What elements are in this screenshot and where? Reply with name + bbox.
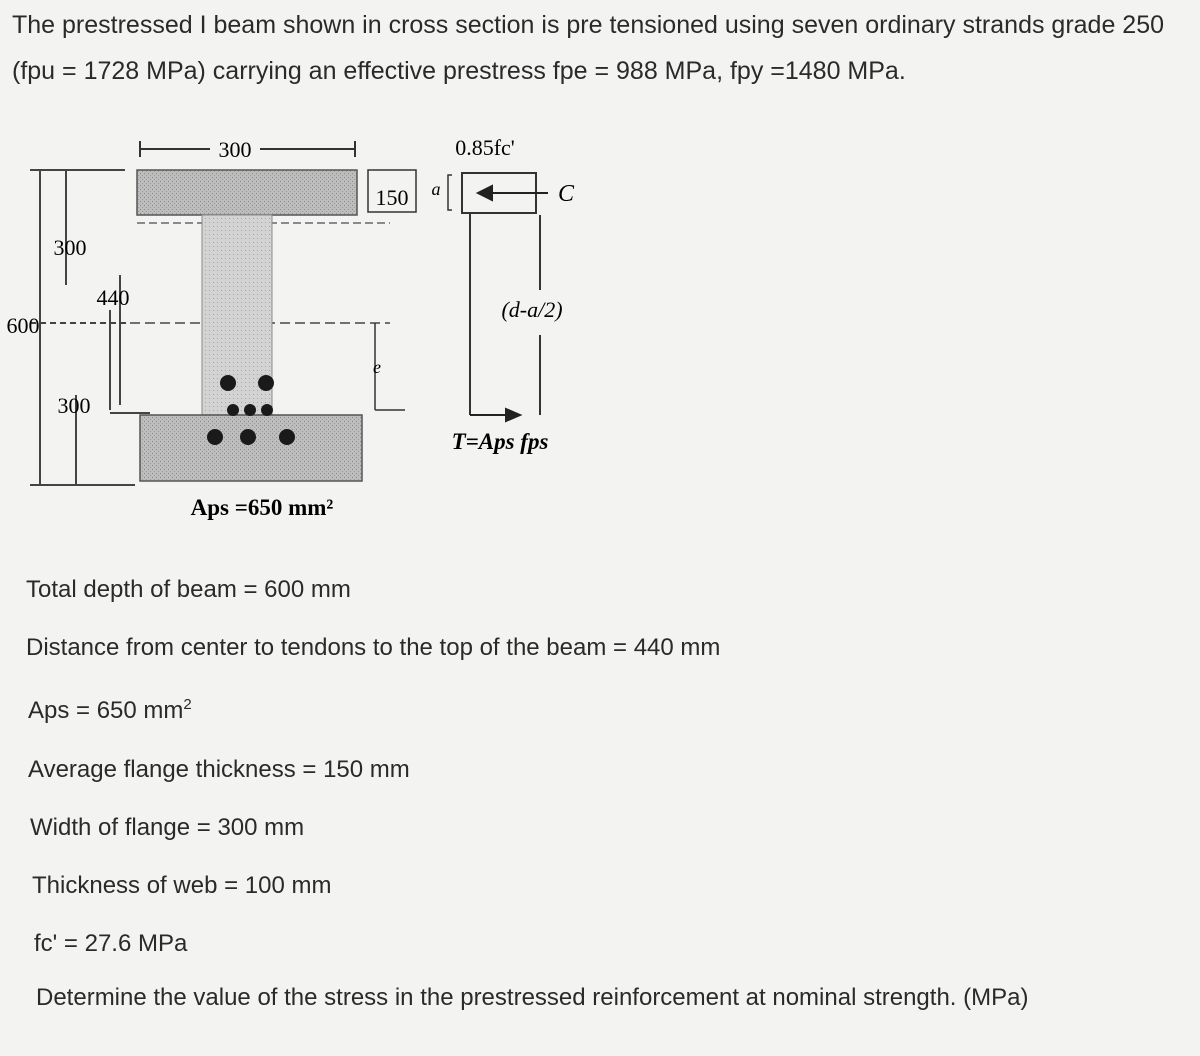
stress-block-depth-label: a bbox=[431, 179, 441, 199]
web-thickness-text: Thickness of web = 100 mm bbox=[32, 872, 332, 899]
flange-width-label: 300 bbox=[218, 137, 252, 162]
question-text: Determine the value of the stress in the prestressed reinforcement at nominal strength. (MPa) bbox=[36, 984, 1029, 1011]
compression-arrow bbox=[478, 186, 548, 200]
flange-width-text: Width of flange = 300 mm bbox=[30, 814, 305, 841]
aps-value: Aps = 650 mm bbox=[28, 697, 184, 724]
strand bbox=[279, 429, 295, 445]
fc-text: fc' = 27.6 MPa bbox=[34, 930, 188, 957]
problem-statement: The prestressed I beam shown in cross section is pre tensioned using seven ordinary strands grade 250 (fpu = 1728 MPa) carrying an effective prestress fpe = 988 MPa, fpy =1480 MPa. bbox=[12, 11, 1165, 85]
flange-thickness-text: Average flange thickness = 150 mm bbox=[28, 756, 410, 783]
tension-arrow bbox=[470, 409, 520, 421]
i-beam-cross-section-diagram bbox=[0, 125, 620, 535]
strand bbox=[258, 375, 274, 391]
compression-label: C bbox=[558, 181, 575, 207]
tendon-area-label: Aps =650 mm² bbox=[190, 495, 334, 520]
top-flange bbox=[137, 170, 357, 215]
bottom-flange bbox=[140, 415, 362, 481]
total-depth-text: Total depth of beam = 600 mm bbox=[26, 576, 351, 603]
lever-arm-label: (d-a/2) bbox=[501, 297, 563, 322]
bottom-part-label: 300 bbox=[57, 393, 91, 418]
top-part-label: 300 bbox=[53, 235, 87, 260]
aps-text bbox=[28, 696, 192, 725]
aps-exponent: 2 bbox=[183, 696, 192, 713]
strand bbox=[220, 375, 236, 391]
strand bbox=[244, 404, 256, 416]
strand bbox=[227, 404, 239, 416]
eccentricity-label: e bbox=[373, 357, 381, 377]
total-depth-label: 600 bbox=[6, 313, 40, 338]
stress-block-label: 0.85fc' bbox=[455, 135, 515, 160]
strand bbox=[261, 404, 273, 416]
strand bbox=[240, 429, 256, 445]
flange-thickness-label: 150 bbox=[375, 185, 409, 210]
tendon-depth-label: 440 bbox=[96, 285, 130, 310]
strand bbox=[207, 429, 223, 445]
tension-label: T=Aps fps bbox=[451, 429, 549, 454]
tendon-distance-text: Distance from center to tendons to the top of the beam = 440 mm bbox=[26, 634, 721, 661]
